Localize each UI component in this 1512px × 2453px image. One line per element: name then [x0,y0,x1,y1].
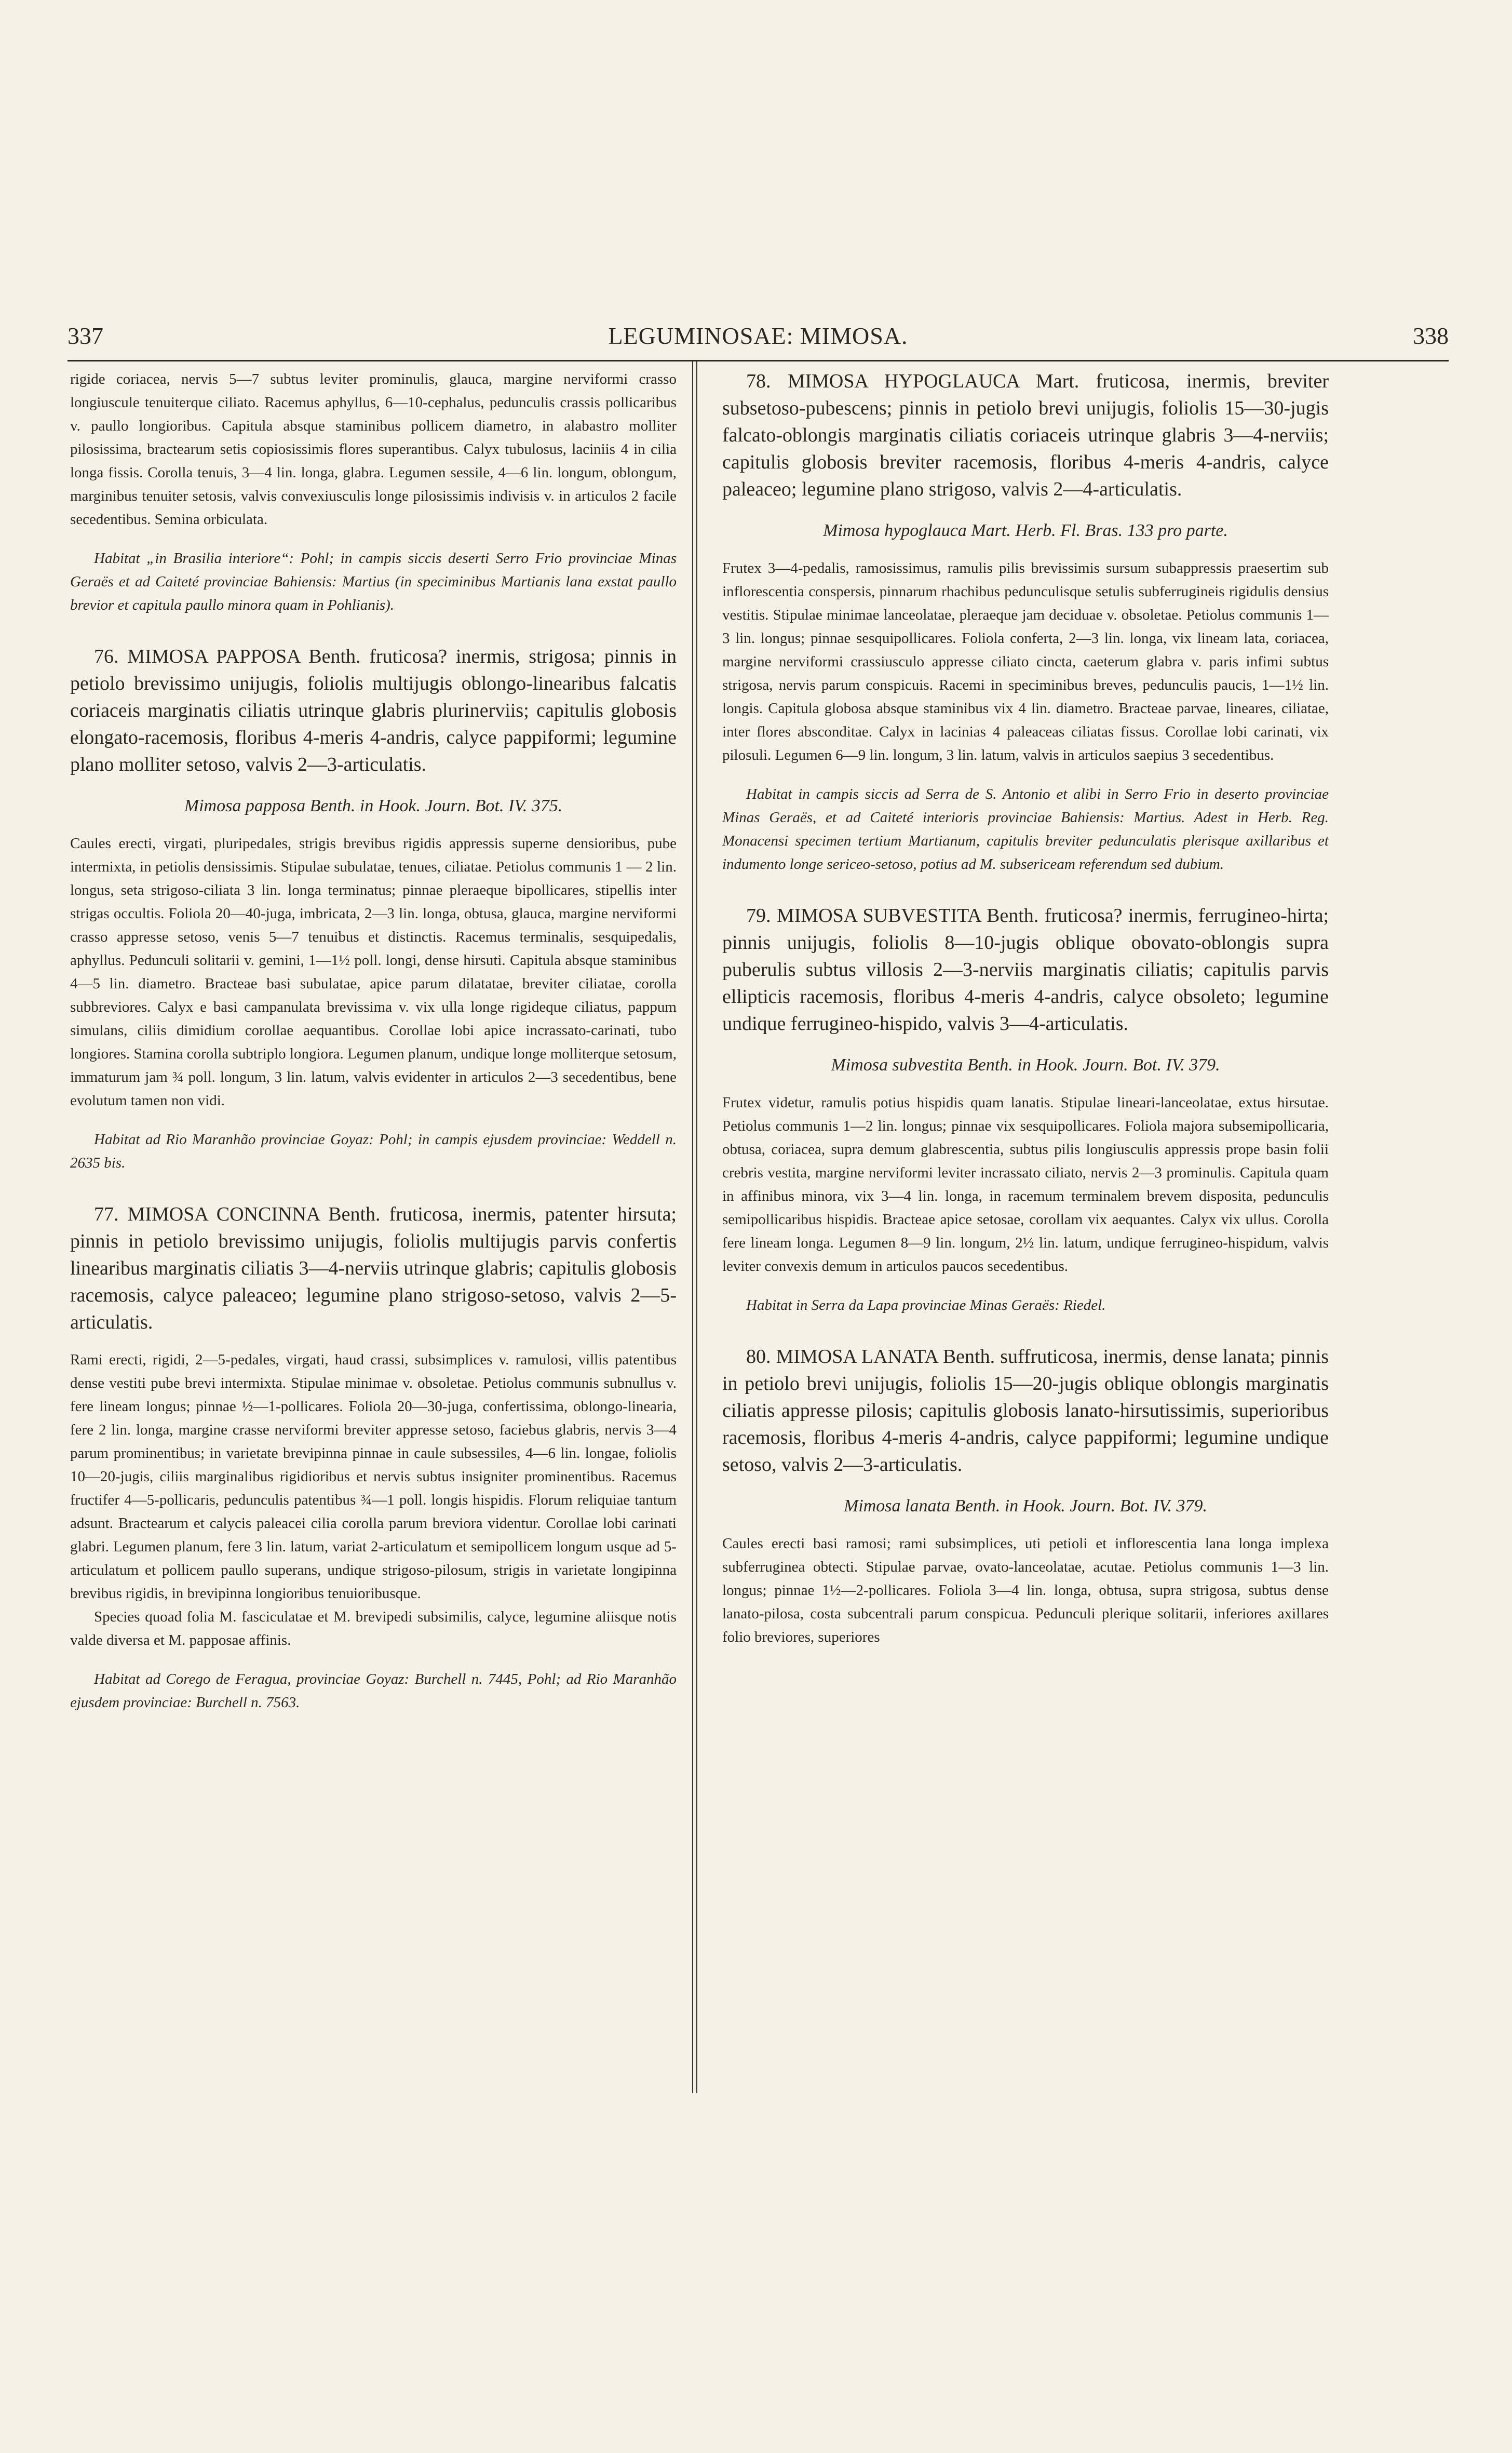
running-title: LEGUMINOSAE: MIMOSA. [608,323,908,349]
species-78-habitat: Habitat in campis siccis ad Serra de S. Antonio et alibi in Serro Frio in deserto provinciae Minas Geraës, et ad Caiteté interioris provinciae Bahiensis: Martius. Adest in Herb. Reg. Monacensi specimen tertium Martianum, capitulis breviter pedunculatis plerisque axillaribus et indumento longe sericeo-setoso, potius ad M. subsericeam referendum sed dubium. [722,786,1329,873]
header-rule [68,360,1449,361]
species-79-synonym: Mimosa subvestita Benth. in Hook. Journ. Bot. IV. 379. [831,1055,1220,1075]
left-page-number: 337 [68,323,103,349]
species-79-description: Frutex videtur, ramulis potius hispidis quam lanatis. Stipulae lineari-lanceolatae, extus hirsutae. Petiolus communis 1—2 lin. longus; pinnae vix sesquipollicares. Foliola majora subsemipollicaria, obtusa, coriacea, supra demum glabrescentia, subtus pilis longiusculis appressis prope basin folii crebris vestita, margine nerviformi leviter incrassato ciliato, nervis 2—3 prominulis. Capitula quam in affinibus minora, vix 3—4 lin. longa, in racemum terminalem brevem disposita, pedunculis semipollicaribus hispidis. Bracteae apice setosae, corollam vix aequantes. Calyx vix ullus. Corolla fere lineam longa. Legumen 8—9 lin. longum, 2½ lin. latum, undique ferrugineo-hispidum, valvis leviter convexis demum in articulos paucos secedentibus. [722,1094,1329,1275]
species-76-description: Caules erecti, virgati, pluripedales, strigis brevibus rigidis appressis superne densioribus, pube intermixta, in petiolis densissimis. Stipulae subulatae, tenues, ciliatae. Petiolus communis 1 — 2 lin. longus, seta strigoso-ciliata 3 lin. longa terminatus; pinnae pleraeque bipollicares, stipellis inter strigas occultis. Foliola 20—40-juga, imbricata, 2—3 lin. longa, obtusa, glauca, margine nerviformi crasso appresse setoso, venis 5—7 tenuibus et distinctis. Racemus terminalis, sesquipedalis, aphyllus. Pedunculi solitarii v. gemini, 1—1½ poll. longi, dense hirsuti. Capitula absque staminibus 4—5 lin. diametro. Bracteae basi subulatae, apice parum dilatatae, breviter ciliatae, corolla subbreviores. Calyx e basi campanulata brevissima v. vix ulla longe rigideque ciliatus, pappum simulans, ciliis dimidium corollae aequantibus. Corollae lobi apice incrassato-carinati, tubo longiores. Stamina corolla subtriplo longiora. Legumen planum, undique longe molliterque setosum, immaturum jam ¾ poll. longum, 3 lin. latum, valvis evidenter in articulos 2—3 secedentibus, bene evolutum tamen non vidi. [70,835,677,1109]
left-column [70,368,677,1714]
species-76-synonym: Mimosa papposa Benth. in Hook. Journ. Bot. IV. 375. [184,796,563,815]
right-page-number: 338 [1413,323,1449,349]
continued-habitat: Habitat „in Brasilia interiore“: Pohl; in campis siccis deserti Serro Frio provinciae Minas Geraës et ad Caiteté provinciae Bahiensis: Martius (in speciminibus Martianis lana exstat paullo brevior et capitula paullo minora quam in Pohlianis). [70,550,677,613]
species-77-habitat: Habitat ad Corego de Feragua, provinciae Goyaz: Burchell n. 7445, Pohl; ad Rio Maranhão ejusdem provinciae: Burchell n. 7563. [70,1671,677,1711]
column-divider [692,361,697,2093]
species-77-description: Rami erecti, rigidi, 2—5-pedales, virgati, haud crassi, subsimplices v. ramulosi, villis patentibus dense vestiti pube brevi intermixta. Stipulae minimae v. obsoletae. Petiolus communis subnullus v. fere lineam longus; pinnae ½—1-pollicares. Foliola 20—30-juga, confertissima, oblongo-linearia, fere 2 lin. longa, margine crasse nerviformi breviter appresse setoso, faciebus glabris, nervis 3—4 parum prominentibus; in varietate brevipinna pinnae in caule subsessiles, 4—6 lin. longae, foliolis 10—20-jugis, ciliis marginalibus rigidioribus et nervis subtus insigniter prominentibus. Racemus fructifer 4—5-pollicaris, pedunculis patentibus ¾—1 poll. longis hispidis. Florum reliquiae tantum adsunt. Bractearum et calycis paleacei cilia corolla parum breviora videntur. Corollae lobi carinati glabri. Legumen planum, fere 3 lin. latum, variat 2-articulatum et semipollicem longum usque ad 5-articulatum et pollicem paullo superans, undique strigoso-pilosum, strigis in varietate longipinna brevibus rigidis, in brevipinna longioribus tenuioribusque. [70,1351,677,1602]
continued-description: rigide coriacea, nervis 5—7 subtus leviter prominulis, glauca, margine nerviformi crasso longiuscule tenuiterque ciliato. Racemus aphyllus, 6—10-cephalus, pedunculis crassis pollicaribus v. paullo longioribus. Capitula absque staminibus pollicem diametro, in alabastro molliter pilosissima, bractearum setis copiosissimis flores superantibus. Calyx tubulosus, laciniis 4 in cilia longa fissis. Corolla tenuis, 3—4 lin. longa, glabra. Legumen sessile, 4—6 lin. longum, oblongum, marginibus tenuiter setosis, valvis convexiusculis longe pilosissimis indivisis v. in articulos 2 facile secedentibus. Semina orbiculata. [70,371,677,528]
running-header [68,322,1449,353]
species-78-diagnosis: 78. MIMOSA HYPOGLAUCA Mart. fruticosa, inermis, breviter subsetoso-pubescens; pinnis in petiolo brevi unijugis, foliolis 15—30-jugis falcato-oblongis marginatis ciliatis coriaceis utrinque glabris 3—4-nerviis; capitulis globosis breviter racemosis, floribus 4-meris 4-andris, calyce paleaceo; legumine plano strigoso, valvis 2—4-articulatis. [722,370,1329,500]
species-80-diagnosis: 80. MIMOSA LANATA Benth. suffruticosa, inermis, dense lanata; pinnis in petiolo brevi unijugis, foliolis 15—20-jugis oblique oblongis marginatis ciliatis appresse pilosis; capitulis globosis lanato-hirsutissimis, superioribus racemosis, floribus 4-meris 4-andris, calyce pappiformi; legumine undique setoso, valvis 2—3-articulatis. [722,1346,1329,1476]
species-80-synonym: Mimosa lanata Benth. in Hook. Journ. Bot. IV. 379. [843,1496,1208,1516]
species-76-diagnosis: 76. MIMOSA PAPPOSA Benth. fruticosa? inermis, strigosa; pinnis in petiolo brevissimo unijugis, foliolis multijugis oblongo-linearibus falcatis coriaceis marginatis ciliatis utrinque glabris plurinerviis; capitulis globosis elongato-racemosis, floribus 4-meris 4-andris, calyce pappiformi; legumine plano molliter setoso, valvis 2—3-articulatis. [70,646,677,775]
species-76-habitat: Habitat ad Rio Maranhão provinciae Goyaz: Pohl; in campis ejusdem provinciae: Weddell n. 2635 bis. [70,1131,677,1171]
species-78-description: Frutex 3—4-pedalis, ramosissimus, ramulis pilis brevissimis sursum subappressis praesertim sub inflorescentia conspersis, pinnarum rhachibus pedunculisque setulis subferrugineis rigidulis densius vestitis. Stipulae minimae lanceolatae, pleraeque jam deciduae v. obsoletae. Petiolus communis 1—3 lin. longus; pinnae sesquipollicares. Foliola conferta, 2—3 lin. longa, vix lineam lata, coriacea, margine nerviformi crassiusculo appresse ciliato cincta, caeterum glabra v. paris infimi subtus strigosa, nervis parum conspicuis. Racemi in speciminibus breves, pedunculis paucis, 1—1½ lin. longis. Capitula globosa absque staminibus vix 4 lin. diametro. Bracteae parvae, lineares, ciliatae, inter flores absconditae. Calyx in lacinias 4 paleaceas ciliatas fissus. Corollae lobi carinati, vix pilosuli. Legumen 6—9 lin. longum, 3 lin. latum, valvis in articulos saepius 3 secedentibus. [722,560,1329,763]
species-80-description: Caules erecti basi ramosi; rami subsimplices, uti petioli et inflorescentia lana longa implexa subferruginea obtecti. Stipulae parvae, ovato-lanceolatae, acutae. Petiolus communis 1—3 lin. longus; pinnae 1½—2-pollicares. Foliola 3—4 lin. longa, obtusa, supra strigosa, subtus dense lanato-pilosa, costa subcentrali parum conspicua. Pedunculi plerique solitarii, inferiores axillares folio breviores, superiores [722,1535,1329,1645]
species-77-diagnosis: 77. MIMOSA CONCINNA Benth. fruticosa, inermis, patenter hirsuta; pinnis in petiolo brevissimo unijugis, foliolis multijugis parvis confertis linearibus marginatis ciliatis 3—4-nerviis utrinque glabris; capitulis globosis racemosis, calyce paleaceo; legumine plano strigoso-setoso, valvis 2—5-articulatis. [70,1203,677,1333]
species-77-note: Species quoad folia M. fasciculatae et M. brevipedi subsimilis, calyce, legumine aliisque notis valde diversa et M. papposae affinis. [70,1608,677,1648]
species-79-diagnosis: 79. MIMOSA SUBVESTITA Benth. fruticosa? inermis, ferrugineo-hirta; pinnis unijugis, foliolis 8—10-jugis oblique obovato-oblongis supra puberulis subtus villosis 2—3-nerviis marginatis ciliatis; capitulis parvis ellipticis racemosis, floribus 4-meris 4-andris, calyce obsoleto; legumine undique ferrugineo-hispido, valvis 3—4-articulatis. [722,905,1329,1035]
right-column [722,368,1329,1649]
species-79-habitat: Habitat in Serra da Lapa provinciae Minas Geraës: Riedel. [746,1297,1106,1313]
species-78-synonym: Mimosa hypoglauca Mart. Herb. Fl. Bras. 133 pro parte. [823,521,1228,540]
